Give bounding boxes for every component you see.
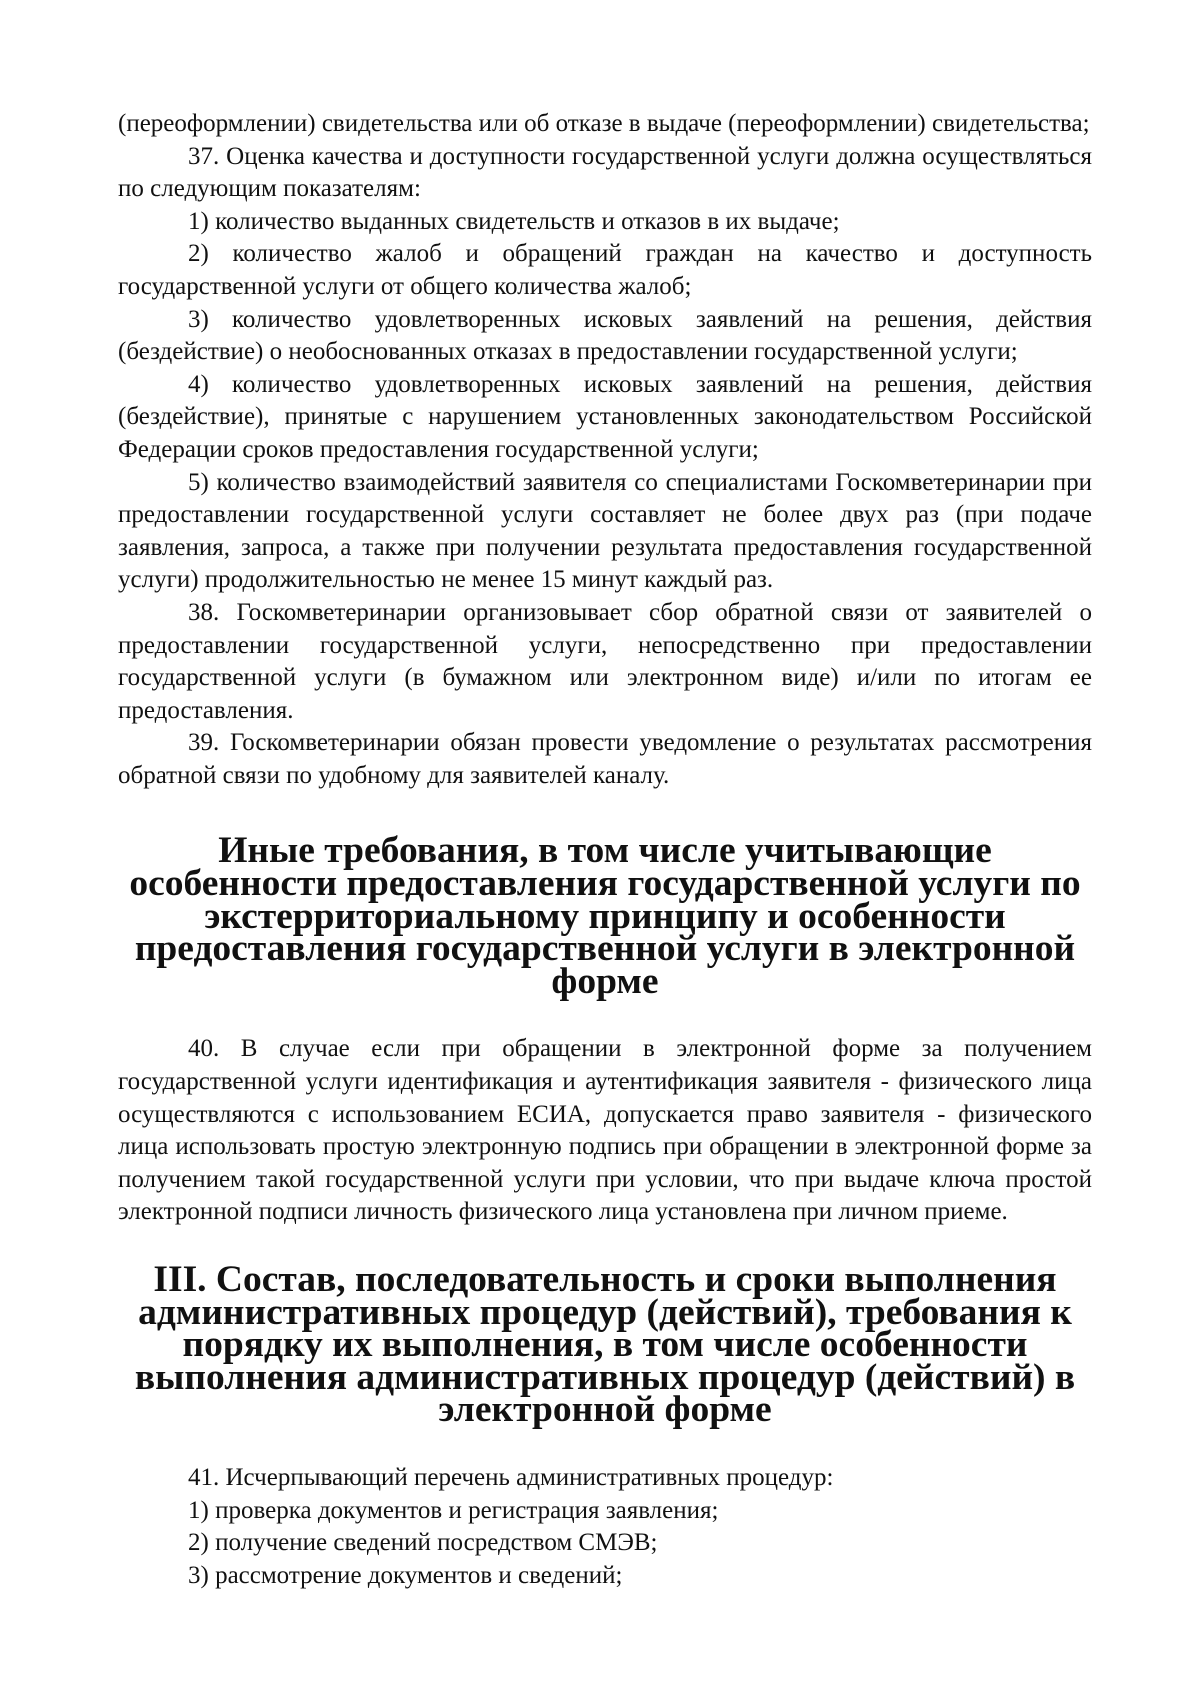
- list-item-37-2: 2) количество жалоб и обращений граждан на качество и доступность государственной услуги от общего количества жалоб;: [118, 240, 1092, 300]
- list-item-37-1: 1) количество выданных свидетельств и отказов в их выдаче;: [188, 207, 840, 235]
- list-item-41-2: 2) получение сведений посредством СМЭВ;: [188, 1529, 658, 1557]
- paragraph-39: 39. Госкомветеринарии обязан провести уведомление о результатах рассмотрения обратной связи по удобному для заявителей каналу.: [118, 729, 1092, 789]
- paragraph-40: 40. В случае если при обращении в электронной форме за получением государственной услуги идентификация и аутентификация заявителя - физического лица осуществляются с использованием ЕСИА, допускается право заявителя - физического лица использовать простую электронную подпись при обращении в электронной форме за получением такой государственной услуги при условии, что при выдаче ключа простой электронной подписи личность физического лица установлена при личном приеме.: [118, 1035, 1092, 1226]
- paragraph-41: 41. Исчерпывающий перечень административных процедур:: [188, 1463, 834, 1491]
- list-item-37-4: 4) количество удовлетворенных исковых заявлений на решения, действия (бездействие), принятые с нарушением установленных законодательством Российской Федерации сроков предоставления государственной услуги;: [118, 370, 1092, 463]
- list-item-41-3: 3) рассмотрение документов и сведений;: [188, 1561, 623, 1589]
- list-item-37-3: 3) количество удовлетворенных исковых заявлений на решения, действия (бездействие) о необоснованных отказах в предоставлении государственной услуги;: [118, 305, 1092, 366]
- list-item-37-5: 5) количество взаимодействий заявителя со специалистами Госкомветеринарии при предоставлении государственной услуги составляет не более двух раз (при подаче заявления, запроса, а также при получении результата предоставления государственной услуги) продолжительностью не менее 15 минут каждый раз.: [118, 468, 1092, 594]
- paragraph-38: 38. Госкомветеринарии организовывает сбор обратной связи от заявителей о предоставлении государственной услуги, непосредственно при предоставлении государственной услуги (в бумажном или электронном виде) и/или по итогам ее предоставления.: [118, 598, 1092, 724]
- section-heading-other-requirements: Иные требования, в том числе учитывающие особенности предоставления государственной услуги по экстерриториальному принципу и особенности предоставления государственной услуги в электронной форме: [129, 830, 1081, 1002]
- spacer: [118, 1427, 1092, 1462]
- list-item-41-1: 1) проверка документов и регистрация заявления;: [188, 1496, 719, 1524]
- paragraph-continuation: (переоформлении) свидетельства или об отказе в выдаче (переоформлении) свидетельства;: [118, 110, 1090, 137]
- spacer: [118, 792, 1092, 835]
- section-heading-iii: III. Состав, последовательность и сроки выполнения административных процедур (действий), требования к порядку их выполнения, в том числе особенности выполнения административных процедур (действий) в электронной форме: [134, 1259, 1076, 1431]
- paragraph-37: 37. Оценка качества и доступности государственной услуги должна осуществляться по следующим показателям:: [118, 142, 1092, 203]
- spacer: [118, 998, 1092, 1033]
- document-page: [118, 108, 1092, 1592]
